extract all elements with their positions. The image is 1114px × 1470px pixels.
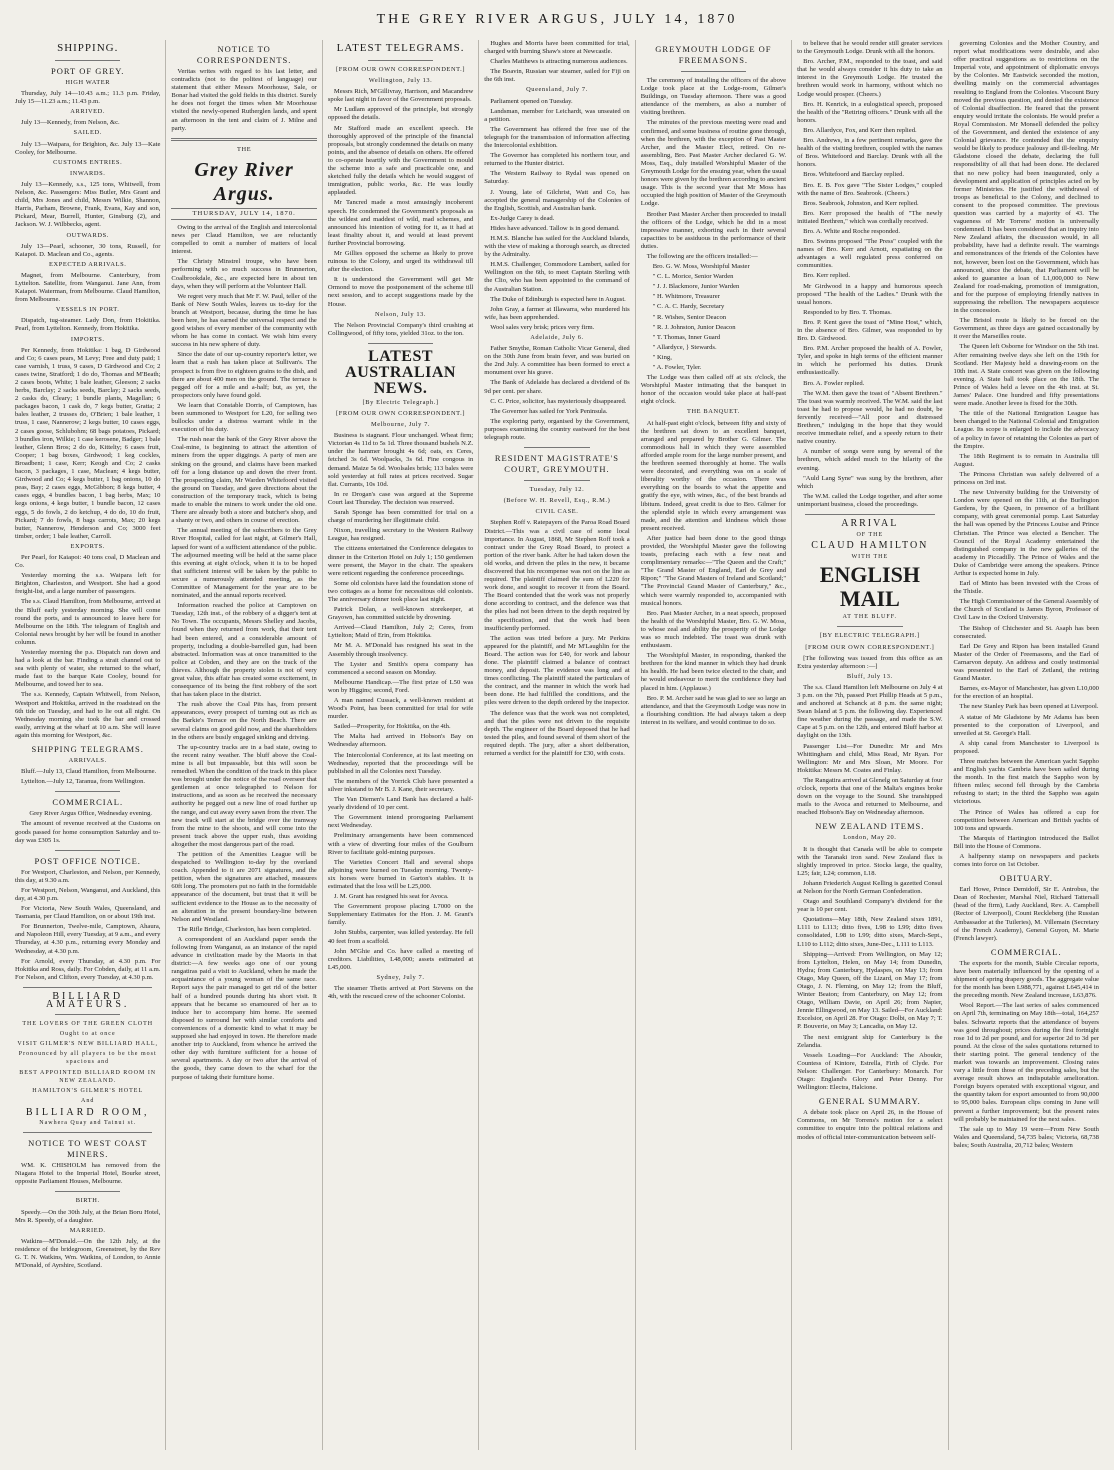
headline-line: OF THE	[856, 532, 884, 539]
paragraph: The Government propose placing L7000 on the Supplementary Estimates for the Hon. J. M. Grant's family.	[327, 903, 474, 927]
paragraph: Patrick Dolan, a well-known storekeeper, at Grayown, has committed suicide by drowning.	[327, 606, 474, 622]
subheading: THE	[237, 145, 252, 153]
subheading: VESSELS IN PORT.	[55, 306, 120, 314]
paragraph: Mr Ludlam approved of the principle, but strongly opposed the details.	[327, 106, 474, 122]
paragraph: The Bishop of Chichester and St. Asaph has been consecrated.	[953, 624, 1099, 640]
paragraph: Charles Matthews is attracting numerous audiences.	[490, 58, 628, 66]
dateline: Sydney, July 7.	[376, 973, 425, 981]
ad-line: VISIT GILMER'S NEW BILLIARD HALL,	[17, 1041, 159, 1048]
divider	[805, 514, 934, 515]
subheading: [FROM OUR OWN CORRESPONDENT.]	[335, 66, 466, 73]
divider	[524, 447, 589, 448]
paragraph: July 13—Kennedy, from Nelson, &c.	[21, 119, 120, 127]
headline-arrival: ARRIVAL	[841, 517, 899, 529]
officer-item: " R. Wishes, Senior Deacon	[652, 313, 727, 321]
dateline: Bluff, July 13.	[846, 672, 893, 680]
officer-item: " J. J. Blackmore, Junior Warden	[652, 283, 740, 291]
divider	[368, 343, 433, 344]
paragraph: The title of the National Emigration League has been changed to the National Colonial and Emigration League. Its scope is enlarged to include the advocacy of a policy in favor of retaining the Colonies as part of the Empire.	[953, 410, 1099, 450]
paragraph: The annual meeting of the subscribers to the Grey River Hospital, called for last night, at Gilmer's Hall, lapsed for want of a sufficient attendance of the public. The adjourned meeting will be held at the same place this evening at eight o'clock, when it is to be hoped that sufficient interest will be taken by the public to secure a numerously attended meeting, as the Committee of Management for the year are to be nominated, and the annual reports received.	[171, 527, 317, 600]
officer-item: " Allardyce, } Stewards.	[652, 343, 717, 351]
paragraph: John Stubbs, carpenter, was killed yesterday. He fell 40 feet from a scaffold.	[327, 929, 474, 945]
paragraph: The Prince of Wales has offered a cup for competition between American and British yachts of 100 tons and upwards.	[953, 808, 1099, 832]
section-heading: SHIPPING.	[57, 42, 119, 54]
paragraph: Yesterday morning the s.s. Waipara left for Brighton, Charleston, and Westport. She had a good freight-list, and a large number of passengers.	[15, 572, 161, 596]
paragraph: Father Smythe, Roman Catholic Vicar General, died on the 30th June from brain fever, and was buried on the 2nd July. A committee has been formed to erect a monument over his grave.	[484, 345, 630, 377]
section-heading: GENERAL SUMMARY.	[818, 1096, 921, 1107]
paragraph: The minutes of the previous meeting were read and confirmed, and some business of routine gone through, when the brethren, with the exception of Past Master Archer, and the Master Elect, retired. On re-assembling, Bro. Past Master Archer declared G. W. Moss, Esq., duly installed Worshipful Master of the Greymouth Lodge for the ensuing year, when the usual honors were given by the brethren according to ancient usage. This is the second year that Mr Moss has occupied the high position of Master of the Greymouth Lodge.	[640, 119, 787, 208]
ad-line: Ought to at once	[59, 1031, 116, 1038]
paragraph: A man named Cussack, a well-known resident at Wood's Point, has been committed for trial for wife murder.	[327, 697, 474, 721]
ad-heading: NOTICE TO WEST COAST MINERS.	[28, 1138, 148, 1160]
column-7	[948, 40, 1104, 1450]
subheading: THE BANQUET.	[686, 408, 740, 416]
paragraph: The Bank of Adelaide has declared a dividend of 8s 9d per cent. per share.	[484, 379, 630, 395]
paragraph: A number of songs were sung by several of the brethren, which added much to the hilarity of the evening.	[797, 448, 943, 472]
paragraph: The 18th Regiment is to remain in Australia till August.	[953, 452, 1099, 468]
paragraph: After justice had been done to the good things provided, the Worshipful Master gave the following toasts, prefacing each with a few neat and complimentary remarks:—"The Queen and the Craft;" "The Grand Master of England, Earl de Grey and Ripon;" "The Grand Masters of Ireland and Scotland;" "The Provincial Grand Master of Canterbury," &c., which were warmly responded to, accompanied with musical honors.	[640, 534, 787, 607]
subheading: EXPECTED ARRIVALS.	[48, 260, 127, 268]
paragraph: It is thought that Canada will be able to compete with the Taranaki iron sand. New Zealand flax is slightly improved in price. Stocks large, the quality, L25; fair, L24; common, L18.	[797, 845, 943, 877]
paragraph: Bro. P.M. Archer proposed the health of A. Fowler, Tyler, and spoke in high terms of the efficient manner in which he performed his duties. Drunk enthusiastically.	[797, 345, 943, 377]
paragraph: The up-country tracks are in a bad state, owing to the recent rainy weather. The bluff above the Coal-mine is all but impassable, but this will soon be remedied. When the condition of the track in this place was brought under the notice of the road overseer that gentlemen at once telegraphed to Nelson for instructions, and as soon as he received the necessary authority he pegged out a new line of road further up the range, and cut away every sawn from the river. The new track will start at the bridge over the tramway from the mine to the shoots, and will come into the present track above the upper rush, thus avoiding altogether the most dangerous part of the road.	[171, 743, 317, 848]
paragraph: Landsman, member for Leichardt, was unseated on a petition.	[484, 107, 630, 123]
paragraph: Bro. H. Kenrick, in a eulogistical speech, proposed the health of the "Retiring officers." Drunk with all the honors.	[797, 100, 943, 124]
paragraph: Thursday, July 14—10.43 a.m.; 11.3 p.m. Friday, July 15—11.23 a.m.; 11.43 p.m.	[15, 90, 161, 106]
paragraph: The petition of the Amenities League will be despatched to Wellington to-day by the overland coach. Appended to it are 2071 signatures, and the petition, when the signatures are attached, measures 60ft long. The promoters put no faith in the formidable appearance of the document, but trust that it will be sufficient evidence to the House as to the necessity of an alteration in the present boundary-line between Nelson and Westland.	[171, 850, 317, 923]
paragraph: A ship canal from Manchester to Liverpool is proposed.	[953, 739, 1099, 755]
paragraph: Bros. Seabrook, Johnston, and Kerr replied.	[803, 199, 919, 207]
paragraph: The Rifle Bridge, Charleston, has been completed.	[177, 925, 311, 933]
ad-line: BEST APPOINTED BILLIARD ROOM IN NEW ZEALAND.	[19, 1069, 157, 1084]
subheading: IMPORTS.	[70, 335, 105, 343]
issue-date: THURSDAY, JULY 14, 1870.	[171, 208, 316, 220]
ad-line: THE LOVERS OF THE GREEN CLOTH	[22, 1021, 154, 1028]
section-heading: PORT OF GREY.	[51, 66, 125, 76]
paragraph: The Governor has sailed for York Peninsula.	[490, 407, 608, 415]
paragraph: Wool Report.—The last series of sales commenced on April 7th, terminating on May 18th—total, 164,257 bales. Schwartz reports that the attendance of buyers was good throughout; prices during the first fortnight rose 1d to 2d per pound, and for superior 2d to 3d per pound. At the close of the sales quotations returned to their starting point. The general tendency of the market was towards an improvement. Closing rates vary a little from those of the preceding sales, but the average result shows an indisputable amelioration. Foreign buyers operated with exceptional vigour, and the quantity taken for export amounted to from 90,000 to 95,000 bales. European clips coming in June will prevent a further improvement; but the present rates will probably be maintained for the next sales.	[953, 1002, 1099, 1123]
divider	[524, 480, 589, 481]
paragraph: Hughes and Morris have been committed for trial, charged with burning Shaw's store at Newcastle.	[484, 40, 630, 56]
paragraph: The Marquis of Hartington introduced the Ballot Bill into the House of Commons.	[953, 834, 1099, 850]
paragraph: July 13—Pearl, schooner, 30 tons, Russell, for Kaiapoi. D. Maclean and Co., agents.	[15, 242, 161, 258]
paragraph: The defence was that the work was not completed, and that the piles were not driven to the requisite depth. The engineer of the Board deposed that he had tested the piles, and found several of them short of the required depth. The jury, after a short deliberation, returned a verdict for the plaintiff for £30, with costs.	[484, 709, 630, 758]
paragraph: The citizens entertained the Conference delegates to dinner in the Criterion Hotel on July 1; 150 gentlemen were present, the Mayor in the chair. The speakers were reticent regarding the conference proceedings.	[327, 545, 474, 577]
paragraph: Speedy.—On the 30th July, at the Brian Boru Hotel, Mrs R. Speedy, of a daughter.	[15, 1208, 161, 1224]
paragraph: C. C. Price, solicitor, has mysteriously disappeared.	[490, 397, 627, 405]
paragraph: Bro. A. White and Roche responded.	[803, 227, 901, 235]
paragraph: July 13—Kennedy, s.s., 125 tons, Whitwell, from Nelson, &c. Passengers: Miss Butler, Mrs Grant and child, Mrs Jones and child, Messrs Wilkie, Shannon, Harris, Parham, Browne, Frank, Evans, Kay and son, Pickard, Mear, Burrell, Hunter, Ginsburg (2), and Jackson. W. J. Wilbbecks, agent.	[15, 180, 161, 229]
paragraph: The amount of revenue received at the Customs on goods passed for home consumption Saturday and to-day was £305 1s.	[15, 820, 161, 844]
newspaper-title: Grey River Argus.	[194, 158, 294, 205]
dateline: Melbourne, July 7.	[371, 421, 431, 429]
divider	[837, 626, 902, 627]
paragraph: A correspondent of an Auckland paper sends the following from Wanganui, as an instance of the rapid advance in civilization made by the Maoris in that district:—A few weeks ago one of our young rangatiras paid a visit to Auckland, when he made the acquaintance of a young woman of the same race. Report says the pair managed to get rid of the better half of a hundred pounds during his short visit. It appears that he became so enamoured of her as to induce her to accompany him home. He seemed disposed to surround her with similar comforts and conveniences of a domestic kind to what it may be supposed she had enjoyed in town. He therefore made another trip to Auckland, from whence he arrived the other day with furniture sufficient for a house of several apartments. A day or two after the arrival of the goods, they came down to the wharf for the purpose of taking their furniture home.	[171, 935, 317, 1081]
paragraph: The Malta had arrived in Hobson's Bay on Wednesday afternoon.	[327, 733, 474, 749]
paragraph: [The following was issued from this office as an Extra yesterday afternoon :—]	[797, 654, 943, 670]
paragraph: The Government intend prorogueing Parliament next Wednesday.	[327, 814, 474, 830]
paragraph: Responded to by Bro. T. Thomas.	[803, 308, 892, 316]
column-2	[165, 40, 321, 1450]
subheading: EXPORTS.	[70, 542, 105, 550]
ad-line: BILLIARD ROOM,	[25, 1106, 150, 1118]
paragraph: J. M. Grant has resigned his seat for Avoca.	[333, 893, 449, 901]
page-number-right	[1100, 12, 1104, 28]
paragraph: Bro. A. Fowler replied.	[803, 379, 865, 387]
divider	[23, 1132, 152, 1133]
paragraph: Bros. Whitefoord and Barclay replied.	[803, 171, 905, 179]
paragraph: H.M.S. Blanche has sailed for the Auckland Islands, with the view of making a thorough search, as directed by the Admiralty.	[484, 234, 630, 259]
paragraph: Since the date of our up-country reporter's letter, we learn that a rush has taken place at Sullivan's. The prospect is from five to eighteen grains to the dish, and there are about 400 men on the ground. The terrace is pegged off for a mile and a-half; but, as yet, the prospectors only have found gold.	[171, 351, 317, 399]
paragraph: Three matches between the American yacht Sappho and English yachts Cambria have been sailed during the month. In the first match the Sappho won by fifteen miles; second fell through by the Cambria refusing to start; in the third the Sappho was again victorious.	[953, 757, 1099, 806]
subheading: CUSTOMS ENTRIES.	[53, 158, 123, 166]
paragraph: For Brunnerton, Twelve-mile, Camptown, Ahaura, and Napoleon Hill, every Tuesday, at 9 a.m., and every Thursday, at 4.30 p.m., returning every Monday and Wednesday, at 4.30 p.m.	[15, 923, 161, 955]
subheading: (Before W. H. Revell, Esq., R.M.)	[503, 497, 611, 505]
divider	[55, 1014, 120, 1015]
section-heading: OBITUARY.	[999, 873, 1053, 884]
paragraph: The rush above the Coal Pits has, from present appearances, every prospect of turning out as rich as the Barkie's Terrace on the North Beach. There are several claims on good gold now, and the shareholders in the others are busily engaged sinking and driving.	[171, 701, 317, 741]
subheading: [BY ELECTRIC TELEGRAPH.]	[819, 632, 920, 640]
paragraph: Mr M. A. M'Donald has resigned his seat in the Assembly through insolvency.	[327, 642, 474, 658]
paragraph: J. Young, late of Gilchrist, Watt and Co, has accepted the general managership of the Colonies of the English, Scottish, and Australian bank.	[484, 188, 630, 212]
paragraph: Vessels Loading—For Auckland: The Aboukir, Countess of Kintore, Estrella, Firth of Clyde. For Nelson: Challenger. For Canterbury: Monarch. For Otago: England's Glory and Peter Denny. For Wellington: Electra, Halcione.	[797, 1051, 943, 1092]
paragraph: The W.M. then gave the toast of "Absent Brethren." The toast was warmly received. The W.M. said the last toast he had to propose would, he had no doubt, be fervently received—"All poor and distressed Brethren," indulging in the hope that they would receive immediate relief, and a speedy return to their native country.	[797, 389, 943, 446]
paragraph: The Boavin, Russian war steamer, sailed for Fiji on the 6th inst.	[484, 68, 630, 84]
paragraph: Bro. Past Master Archer, in a neat speech, proposed the health of the Worshipful Master, Bro. G. W. Moss, to whose zeal and ability the prosperity of the Lodge was so much indebted. The toast was drunk with enthusiasm.	[640, 609, 787, 650]
ad-line: Nawhera Quay and Tainui st.	[39, 1120, 137, 1127]
paragraph: Yesterday morning the p.s. Dispatch ran down and had a look at the bar. Finding a strait channel out to sea with plenty of water, she returned to the wharf, made fast to the barque Kate Cooley, bound for Melbourne, and towed her to sea.	[15, 649, 161, 689]
paragraph: The new Stanley Park has been opened at Liverpool.	[959, 703, 1099, 711]
page-title: THE GREY RIVER ARGUS, JULY 14, 1870	[376, 12, 738, 27]
subheading: CIVIL CASE.	[535, 508, 579, 516]
paragraph: The Princess Christian was safely delivered of a princess on 3rd inst.	[953, 470, 1099, 486]
officer-item: " King,	[652, 353, 672, 361]
paragraph: The s.s. Kennedy, Captain Whitwell, from Nelson, Westport and Hokitika, arrived in the roadstead on the 6th tide on Tuesday, and had to lie out all night. On Wednesday morning she took the bar and crossed easily, arriving at the wharf at 10 a.m. She will leave again this morning for Westport, &c.	[15, 691, 161, 739]
paragraph: The new University building for the University of London were opened on the 11th, at the Burlington Gardens, by the Queen, in presence of a brilliant company, with great ceremonial pomp. Last Saturday the hall was opened by the Princess Louise and Prince Christian. The Prince was elected a Bencher. The Council of the Royal Academy entertained the distinguished company in the new galleries of the academy in Piccadilly. The Prince of Wales and the Duke of Cambridge were among the speakers. Prince Arthur is expected home in July.	[953, 489, 1099, 577]
paragraph: John M'Ghie and Co. have called a meeting of creditors. Liabilities, L48,000; assets estimated at L45,000.	[327, 947, 474, 971]
paragraph: The Varieties Concert Hall and several shops adjoining were burned on Tuesday morning. Twenty-six horses were burned in Garton's stables. It is estimated that the loss will be L25,000.	[327, 858, 474, 890]
paragraph: Ex-Judge Carey is dead.	[490, 214, 555, 222]
paragraph: The steamer Thetis arrived at Port Stevens on the 4th, with the rescued crew of the schooner Colonist.	[327, 985, 474, 1001]
dateline: Grey River Argus Office, Wednesday evening.	[29, 810, 153, 818]
dateline: Adelaide, July 6.	[530, 334, 584, 341]
paragraph: Messrs Rich, M'Gillivray, Harrison, and Macandrew spoke last night in favor of the Government proposals.	[327, 88, 474, 104]
divider	[55, 850, 120, 851]
subheading: ARRIVED.	[70, 108, 106, 116]
paragraph: Brother Past Master Archer then proceeded to install the officers of the Lodge, which he did in a most impressive manner, exhorting each in their several capacities to be assiduous in the performance of their duties.	[640, 210, 787, 250]
paragraph: We learn that Constable Dorris, of Camptown, has been summoned to Westport for L20, for selling two bullocks under a distress warrant while in the execution of his duty.	[171, 401, 317, 434]
dateline: London, May 20.	[843, 834, 897, 842]
divider	[171, 138, 316, 141]
paragraph: Hides have advanced. Tallow is in good demand.	[490, 224, 620, 232]
headline-ship: CLAUD HAMILTON	[811, 540, 929, 552]
page-number	[10, 12, 14, 28]
paragraph: Bro. Allardyce, Fox, and Kerr then replied.	[803, 126, 917, 134]
paragraph: The Lodge was then called off at six o'clock, the Worshipful Master intimating that the banquet in honor of the occasion would take place at half-past eight o'clock.	[640, 374, 787, 406]
section-heading: SHIPPING TELEGRAMS.	[31, 744, 144, 755]
paragraph: Stephen Roff v. Ratepayers of the Paroa Road Board District.—This was a civil case of some local importance. In August, 1868, Mr Stephen Roff took a contract under the Grey Road Board, to protect a portion of the river bank. After he had taken down the old works, and driven the piles in the new, it became discovered that his recompense was not on the line as required. The plaintiff claimed the sum of L220 for work done, and sought to recover it from the Board. The Board contended that the work was not properly done according to contract, and the defence was that the piles had not been driven to the depth required by the specification, and that the work had been insufficiently performed.	[484, 519, 630, 632]
section-heading: COMMERCIAL.	[990, 946, 1062, 957]
paragraph: Earl De Grey and Ripon has been installed Grand Master of the Order of Freemasons, and the Earl of Carnarvon deputy. An address and costly testimonial was presented to the Earl of Zetland, the retiring Grand Master.	[953, 642, 1099, 683]
paragraph: The action was tried before a jury. Mr Perkins appeared for the plaintiff, and Mr M'Laughlin for the Board. The action was for £40, for work and labour done. The plaintiff claimed a balance of contract money, and deposit. The evidence was long and at times conflicting. The plaintiff stated the particulars of the contract, and the manner in which the work had been done. He had fulfilled the conditions, and the piles were driven to the depth ordered by the inspector.	[484, 634, 630, 707]
paragraph: Melbourne Handicap.—The first prize of L50 was won by Higgins; second, Ford.	[327, 678, 474, 694]
paragraph: Arrived—Claud Hamilton, July 2; Ceres, from Lyttelton; Maid of Erin, from Hokitika.	[327, 624, 474, 640]
paragraph: The sale up to May 19 were—From New South Wales and Queensland, 54,735 bales; Victoria, 68,738 bales; South Australia, 20,712 bales; Western	[953, 1125, 1099, 1149]
paragraph: Johann Friederich August Kelling is gazetted Consul at Nelson for the North German Confederation.	[797, 879, 943, 895]
paragraph: For Westport, Charleston, and Nelson, per Kennedy, this day, at 9.30 a.m.	[15, 868, 161, 884]
paragraph: Per Pearl, for Kaiapoi: 40 tons coal, D Maclean and Co.	[15, 553, 161, 570]
dateline: Nelson, July 13.	[374, 310, 427, 318]
paragraph: The Bristol route is likely to be forced on the Government, as three days are gained occasionally by it over the Marseilles route.	[953, 317, 1099, 341]
officer-item: " R. J. Johnston, Junior Deacon	[652, 323, 736, 331]
subheading: [FROM OUR OWN CORRESPONDENT.]	[805, 643, 935, 651]
column-5	[635, 40, 791, 1450]
paragraph: Lyttelton.—July 12, Taranua, from Wellington.	[21, 778, 146, 786]
section-heading: LATEST AUSTRALIAN NEWS.	[345, 347, 456, 397]
column-1	[10, 40, 165, 1450]
column-4	[478, 40, 634, 1450]
officer-item: Bro. G. W. Moss, Worshipful Master	[652, 263, 750, 271]
paragraph: July 13—Waipara, for Brighton, &c. July 13—Kate Cooley, for Melbourne.	[15, 140, 161, 156]
officer-item: " A. Fowler, Tyler.	[652, 364, 702, 371]
paragraph: Mr Stafford made an excellent speech. He thoroughly approved of the principle of the financial proposals, but strongly condemned the details on many points, and the absence of details on others. He offered to co-operate heartily with the Government to mould the scheme into a safe and practicable one, and sketched fully the details which he would suggest of immigration, public works, &c. He was loudly applauded.	[327, 124, 474, 197]
subheading: ARRIVALS.	[68, 757, 107, 765]
paragraph: Watkins—M'Donald.—On the 12th July, at the residence of the bridegroom, Greenstreet, by the Rev G. T. N. Watkins, Wm. Watkins, of London, to Annie M'Donald, of Ayrshire, Scotland.	[15, 1237, 161, 1270]
page-header	[10, 8, 1104, 32]
paragraph: Some old colonists have laid the foundation stone of two cottages as a home for necessitous old colonists. The anniversary dinner took place last night.	[327, 579, 474, 603]
paragraph: Passenger List—For Dunedin: Mr and Mrs Whittingham and child, Miss Read, Mr Ryan. For Wellington: Mr and Mrs Sloan, Mr Moore. For Hokitika: Messrs M. Coates and Finlay.	[797, 742, 943, 774]
paragraph: The Rangatira arrived at Glenelg on Saturday at four o'clock, reports that one of the Malta's engines broke down on the voyage to the Sound. She transhipped mails to the Avoca and returned to Melbourne, and reached Hobson's Bay on Wednesday afternoon.	[797, 776, 943, 817]
paragraph: The Duke of Edinburgh is expected here in August.	[490, 295, 626, 303]
paragraph: H.M.S. Challenger, Commodore Lambert, sailed for Wellington on the 6th, to meet Captain Sterling with the Clio, who has been appointed to the command of the Australian Station.	[484, 261, 630, 293]
paragraph: Sarah Sponge has been committed for trial on a charge of murdering her illegitimate child.	[327, 509, 474, 525]
paragraph: The members of the Yorrick Club have presented a silver inkstand to Mr B. J. Kane, their secretary.	[327, 777, 474, 793]
column-6	[791, 40, 947, 1450]
officer-item: " T. Thomas, Inner Guard	[652, 333, 721, 341]
paragraph: The Nelson Provincial Company's third crushing at Collingwood, of fifty tons, yielded 31oz. to the ton.	[327, 321, 474, 337]
subheading: [By Electric Telegraph.]	[362, 398, 439, 406]
paragraph: We regret very much that Mr F. W. Paul, teller of the Bank of New South Wales, leaves us to-day for the branch at Westport, because, during the time he has been here, he has earned the universal respect and the good wishes of every member of the community with whom he has come in contact. We wish him every success in his new sphere of duty.	[171, 292, 317, 349]
paragraph: The Queen left Osborne for Windsor on the 5th inst. After remaining twelve days she left on the 19th for Scotland. Her Majesty held a drawing-room on the 10th inst. A State concert was given on the following evening. A State ball took place on the 18th. The Prince of Wales held a levee on the 4th inst. at St. James' Palace. One hundred and fifty presentations were made. Another levee is fixed for the 30th.	[953, 343, 1099, 408]
ad-line: HAMILTON'S GILMER'S HOTEL	[32, 1087, 144, 1094]
paragraph: Bro. E. B. Fox gave "The Sister Lodges," coupled with the name of Bro. Seabrook. (Cheers.)	[797, 181, 943, 197]
section-heading: NOTICE TO CORRESPONDENTS.	[196, 44, 292, 65]
paragraph: Barnes, ex-Mayor of Manchester, has given L10,000 for the erection of an hospital.	[953, 685, 1099, 701]
headline-line: AT THE BLUFF.	[842, 614, 898, 621]
paragraph: The Intercolonial Conference, at its last meeting on Wednesday, reported that the proceedings will be published in all the Colonies next Tuesday.	[327, 751, 474, 775]
paragraph: The Governor has completed his northern tour, and returned to the Hunter district.	[484, 152, 630, 168]
subheading: HIGH WATER	[65, 79, 111, 86]
paragraph: The rush near the bank of the Grey River above the Coal-mine, is beginning to attract the attention of miners from the upper diggings. A party of men are sinking on the ground, and claims have been marked off for a long distance up and down the river front. The prospecting claim, Mr Warden Whitefoord visited the ground on Tuesday, and gave directions about the construction of the temporary track, which is being made to enable the miners to work under the old one. There are already both a store and butcher's shop, and a shanty or two, and others in course of erection.	[171, 436, 317, 525]
paragraph: Business is stagnant. Flour unchanged. Wheat firm; Victorian 4s 11d to 5s 1d. Three thousand bushels N.Z. under the hammer brought 4s 6d; oats, ex Ceres, fetched 3s 6d. Woolpacks, 3s 6d. Fine congous in demand. Maize 5s 6d. Woolsales brisk; 113 bales were sold yesterday at full rates at prices received. Sugar flat. Currants, 10s 10d.	[327, 432, 474, 488]
paragraph: Nixon, travelling secretary to the Western Railway League, has resigned.	[327, 527, 474, 543]
paragraph: John Gray, a farmer at Illawarra, who murdered his wife, has been apprehended.	[484, 305, 630, 321]
subheading: MARRIED.	[69, 1226, 106, 1234]
divider	[681, 71, 746, 72]
subheading: [FROM OUR OWN CORRESPONDENT.]	[335, 410, 466, 417]
paragraph: Per Kennedy, from Hokitika: 1 bag, D Girdwood and Co; 6 cases pears, M Levy; Free and duty paid; 1 case varnish, 1 truss, 9 cases, D Girdwood and Co; 2 cases twine, Stratford; 1 do do, Thomas and M'Beath; 2 cases boots, White; 1 bale leather, Gleeson; 2 sacks herbs, Barclay; 2 sacks seeds, Barclay; 2 sacks seeds, 2 casks do, Cleary; 1 bundle plants, Magellan; 6 packages bacon, 1 cask do, 7 kegs butter, Gratta; 2 bales leather, 2 trusses do, O'Brien; 1 bale leather, 1 truss, 1 case, Nannerow; 2 kegs butter, 10 cases eggs, 2 cases goose, Schlubohm; 68 bags potatoes, Pickard; 3 bundles iron, Wilkie; 1 case kerosene, Badger; 1 bale leather, Glenn Bros; 2 do do, Kittelty; 6 cases fruit, Cooper; 1 bag boxes, Girdwood; 1 keg cockles, Broadbent; 1 case, Kerr; Keogh and Co; 2 casks bacon, 3 packages, 1 case, Maclean; 4 kegs butter, Girdwood and Co; 4 kegs butter, 1 bag onions, 10 do peas, Bay; 2 cases eggs, McGibbon; 8 kegs butter, 4 cases eggs, 4 bundles bacon, 1 bag herbs, Max; 10 kegs onions, 4 kegs butter, 1 bundle bacon, 12 cases eggs, 5 do fowls, 2 do ketchup, 4 do do, 10 do fruit, Pickard; 7 do fowls, 8 bags carrots, Max; 20 kegs butter, Nannerow, Henderson and Co; 3000 feet timber, order; 1 bale leather, Carroll.	[15, 346, 161, 540]
dateline: Queensland, July 7.	[526, 86, 588, 94]
paragraph: governing Colonies and the Mother Country, and report what modifications were desirable, and also offer practical suggestions as to restrictions on the Imperial vote, and appointment of diplomatic envoys by the Colonies. Mr Eastwick seconded the motion, dwelling mainly on the commercial advantages resulting to England from the Colonies. Viscount Bury moved the previous question, and denied the existence of Colonial disaffection. He feared that the present enquiry would irritate the colonists. He would prefer a Royal Commission. Mr Monsell defended the policy of the Government, and denied the existence of any Colonial grievance. He contended that the enquiry would be likely to produce jealousy and ill-feeling. Mr Gladstone closed the debate, declaring the full responsibility of all that had been done. He declared that no new policy had been inaugurated, only a development and application of principles acted on by former Ministries. He justified the withdrawal of troops as beneficial to the Colony, and declined to consent to the proposed committee. The previous question was carried by a majority of 43. The vagueness of Mr Torrens' motion is universally condemned. It has been considered that an inquiry into New Zealand affairs, the discussion would, in all probability, have had a definite result. The warnings and remonstrances of the friends of the Colonies have not, however, been lost on the Government, which has announced, since the debate, that Parliament will be asked to guarantee a loan of L1,000,000 to New Zealand for road-making, promotion of immigration, and for the purpose of employing friendly natives in suppressing the rebellion. The newspapers acquiesce in the concession.	[953, 40, 1099, 315]
paragraph: A debate took place on April 26, in the House of Commons, on Mr Torrens's motion for a select committee to enquire into the political relations and modes of official inter-communication between self-	[797, 1109, 943, 1141]
paragraph: Wool sales very brisk; prices very firm.	[490, 323, 595, 331]
paragraph: Sailed—Prosperity, for Hokitika, on the 4th.	[333, 723, 451, 731]
paragraph: Bro. Andrews, in a few pertinent remarks, gave the health of the visiting brethren, coupled with the names of Bros. Whitefoord and Barclay. Drunk with all the honors.	[797, 137, 943, 169]
subheading: BIRTH.	[75, 1197, 100, 1205]
paragraph: Mr Gillies opposed the scheme as likely to prove ruinous to the Colony, and urged its withdrawal till after the election.	[327, 249, 474, 274]
paragraph: The following are the officers installed:—	[646, 252, 758, 260]
paragraph: Mr Tancred made a most amusingly incoherent speech. He condemned the Government's proposals as the wildest and maddest of wild, mad schemes, and announced his intention of voting for it, as it had at least finality about it, and would at least prevent further Provincial borrowing.	[327, 199, 474, 247]
section-heading: RESIDENT MAGISTRATE'S COURT, GREYMOUTH.	[494, 453, 620, 475]
newspaper-page	[10, 8, 1104, 1450]
divider	[368, 60, 433, 61]
paragraph: Magnet, from Melbourne. Canterbury, from Lyttelton. Satellite, from Wanganui. Jane Ann, from Kaiapoi. Waterman, from Melbourne. Claud Hamilton, from Melbourne.	[15, 271, 161, 304]
section-heading: LATEST TELEGRAMS.	[336, 42, 465, 54]
paragraph: Mr Girdwood in a happy and humorous speech proposed "The health of the Ladies." Drunk with the usual honors.	[797, 282, 943, 306]
paragraph: Bro. P. M. Archer said he was glad to see so large an attendance, and that the Greymouth Lodge was now in a flourishing condition. He had always taken a deep interest in its welfare, and would continue to do so.	[640, 694, 787, 726]
paragraph: Bro. Kerr replied.	[803, 272, 850, 280]
paragraph: Information reached the police at Camptown on Tuesday, 12th inst., of the robbery of a digger's tent at No Town. The occupants, Messrs Shelley and Jacobs, found when they returned from work, that their tent had been entered, and a considerable amount of property, including a double-barrelled gun, had been abstracted. Information was at once transmitted to the police at Cobden, and they are on the track of the thieves. Although the property stolen is not of very great value, this affair has created some excitement, in consequence of its being the first robbery of the sort that has taken place in the district.	[171, 602, 317, 699]
paragraph: The Lyster and Smith's opera company has commenced a second season on Monday.	[327, 660, 474, 676]
paragraph: Bluff.—July 13, Claud Hamilton, from Melbourne.	[21, 768, 157, 776]
paragraph: The exports for the month, Stable Circular reports, have been materially influenced by the opening of a shipment of spring drapery goods. The aggregate value for the month has been L988,771, against L645,414 in the preceding month. New Zealand increase, L63,876.	[953, 959, 1099, 1000]
paragraph: For Westport, Nelson, Wanganui, and Auckland, this day, at 4.30 p.m.	[15, 886, 161, 902]
section-heading: POST OFFICE NOTICE.	[34, 855, 141, 866]
paragraph: The next emigrant ship for Canterbury is the Zelandia.	[797, 1033, 943, 1049]
headline-line: WITH THE	[851, 554, 889, 561]
paragraph: Bro. P. Kent gave the toast of "Mine Host," which, in the absence of Bro. Gilmer, was responded to by Bro. D. Girdwood.	[797, 318, 943, 343]
section-heading: NEW ZEALAND ITEMS.	[815, 821, 925, 832]
divider	[55, 1191, 120, 1192]
paragraph: The Western Railway to Rydal was opened on Saturday.	[484, 170, 630, 186]
paragraph: WM. K. CHISHOLM has removed from the Niagara Hotel to the Imperial Hotel, Bourke street, opposite Parliament Houses, Melbourne.	[15, 1162, 161, 1186]
paragraph: Bro. Archer, P.M., responded to the toast, and said that he would always consider it his duty to take an interest in the Greymouth Lodge. He trusted the brethren would work in harmony, without which no Lodge would prosper. (Cheers.)	[797, 58, 943, 98]
paragraph: At half-past eight o'clock, between fifty and sixty of the brethren sat down to an excellent banquet, arranged and prepared by Brother G. Gilmer. The commodious hall in which they were assembled afforded ample room for the large number present, and the brethren seemed thoroughly at home. The walls were decorated, and everything was on a scale of liberality worthy of the occasion. There was everything on the boards to what the appetite and gratify the eye, with wines, &c., of the best brands ad libitum. Indeed, great credit is due to Bro. Gilmer for the splendid style in which every arrangement was made, and the attention and kindness which those present received.	[640, 419, 787, 532]
paragraph: For Arnold, every Thursday, at 4.30 p.m. For Hokitika and Ross, daily. For Cobden, daily, at 11 a.m. For Nelson, and Clifton, every Tuesday, at 4.30 p.m.	[15, 957, 161, 981]
paragraph: For Victoria, New South Wales, Queensland, and Tasmania, per Claud Hamilton, on or about 19th inst.	[15, 905, 161, 921]
paragraph: Bro. Kerr proposed the health of "The newly initiated Brethren," which was cordially received.	[797, 209, 943, 225]
ad-line: And	[81, 1097, 95, 1104]
officer-item: " H. Whitmore, Treasurer	[652, 293, 720, 301]
paragraph: The exploring party, organised by the Government, purposes examining the country eastward for the best telegraph route.	[484, 417, 630, 442]
section-heading: COMMERCIAL.	[52, 797, 124, 808]
dateline: Wellington, July 13.	[368, 77, 433, 85]
subheading: OUTWARDS.	[66, 231, 109, 239]
paragraph: Shipping—Arrived: From Wellington, on May 12; from Lyttelton, Helen, on May 14; from Dunedin, Hydra; from Canterbury, Hydaspes, on May 13; from Otago, May Queen, off the Lizard, on May 17; from Otago, J. N. Fleming, on May 12; from the Bluff, Winter Beaton; from Canterbury, on May 12; from Otago, William Davie, on April 26; from Napier, Jennie Ellingwood, on May 13. Sailed—For Auckland: Excelsior, on April 28. For Otago: Dolbi, on May 7; T. P. Bouverie, on May 3; Lancadia, on May 12.	[797, 950, 943, 1031]
officer-item: " C. A. C. Hardy, Secretary	[652, 303, 725, 311]
subheading: INWARDS.	[69, 169, 106, 177]
paragraph: The s.s. Claud Hamilton left Melbourne on July 4 at 3 p.m. on the 7th, passed Port Phillip Heads at 5 p.m., and anchored at Schanck at 8 p.m. the same night; Swan Island at 5 p.m. the following day. Experienced fine weather during the passage, and made the S.W. Cape at 5 p.m. on the 12th, and entered Bluff harbor at daylight on the 13th.	[797, 683, 943, 740]
paragraph: Owing to the arrival of the English and intercolonial news per Claud Hamilton, we are reluctantly compelled to omit a number of matters of local interest.	[171, 223, 317, 256]
paragraph: The Worshipful Master, in responding, thanked the brethren for the kind manner in which they had drunk his health. He had been twice elected to the chair, and he would endeavour to merit the confidence they had placed in him. (Applause.)	[640, 652, 787, 692]
paragraph: Otago and Southland Company's dividend for the year is 10 per cent.	[797, 898, 943, 914]
paragraph: Preliminary arrangements have been commenced with a view of diverting four miles of the Goulburn River to facilitate gold-mining purposes.	[327, 832, 474, 856]
paragraph: Dispatch, tug-steamer. Lady Don, from Hokitika. Pearl, from Lyttelton. Kennedy, from Hokitika.	[15, 317, 161, 333]
paragraph: Bro. Swinns proposed "The Press" coupled with the names of Bro. Kerr and Arnott, expatiating on the advantages a well regulated press conferred on communities.	[797, 238, 943, 270]
paragraph: The s.s. Claud Hamilton, from Melbourne, arrived at the Bluff early yesterday morning. She will come round the ports, and is announced to leave here for Melbourne on the 18th. The telegram of English and Colonial news brought by her will be found in another column.	[15, 598, 161, 646]
paragraph: Earl Howe, Prince Demidoff, Sir E. Antrobus, the Dean of Rochester, Marshal Niel, Richard Tattersall (head of the firm), Lady Auckland, Rev. A. Campbell (Rector of Liverpool), Count Reckleberg (the Russian Ambassador at the Tuileries), M. Villemain (Secretary of the French Academy), General Guyon, M. Marie (French lawyer).	[953, 886, 1099, 942]
ad-heading: BILLIARD AMATEURS.	[46, 990, 130, 1010]
paragraph: Parliament opened on Tuesday.	[490, 97, 573, 105]
section-heading: GREYMOUTH LODGE OF FREEMASONS.	[655, 44, 772, 65]
divider	[55, 60, 120, 61]
paragraph: The High Commissioner of the General Assembly of the Church of Scotland is James Byron, Professor of Civil Law in the Oxford University.	[953, 598, 1099, 622]
paragraph: A statue of Mr Gladstone by Mr Adams has been presented to the corporation of Liverpool, and unveiled at St. George's Hall.	[953, 713, 1099, 737]
subheading: SAILED.	[73, 129, 102, 137]
paragraph: The ceremony of installing the officers of the above Lodge took place at the Lodge-room, Gilmer's Buildings, on Tuesday afternoon. There was a good attendance of the members, as also a number of visiting brethren.	[640, 77, 787, 117]
paragraph: to believe that he would render still greater services to the Greymouth Lodge. Drunk with all the honors.	[797, 40, 943, 56]
paragraph: The W.M. called the Lodge together, and after some unimportant business, closed the proceedings.	[797, 492, 943, 508]
paragraph: "Auld Lang Syne" was sung by the brethren, after which	[797, 474, 943, 490]
ad-line: Pronounced by all players to be the most spacious and	[18, 1051, 157, 1066]
paragraph: A halfpenny stamp on newspapers and packets comes into force on 1st October.	[953, 853, 1099, 869]
headline-english-mail: ENGLISH MAIL	[819, 562, 920, 612]
divider	[23, 987, 152, 988]
paragraph: The Christy Minstrel troupe, who have been performing with so much success in Brunnerton, Coalbrookdale, &c., are expected here in about ten days, when they will perform at the Volunteer Hall.	[171, 258, 317, 290]
officer-item: " C. L. Morice, Senior Warden	[652, 273, 734, 281]
paragraph: Veritas writes with regard to his last letter, and contradicts (not to the politest of language) our statement that either Messrs Moorhouse, Sale, or Bonar had visited the gold fields in this district. Surely he does not forget the times when Mr Moorhouse visited the newly-opened Rutherglen lands, and spent an afternoon in the tent and claim of J. Milne and party.	[171, 68, 317, 132]
paragraph: In re Drogan's case was argued at the Supreme Court last Thursday. The decision was reserved.	[327, 490, 474, 506]
column-3	[322, 40, 478, 1450]
paragraph: Earl of Minto has been invested with the Cross of the Thistle.	[953, 580, 1099, 596]
divider	[55, 791, 120, 792]
paragraph: The Van Diemen's Land Bank has declared a half-yearly dividend of 10 per cent.	[327, 796, 474, 812]
paragraph: Quotations—May 18th, New Zealand sixes 1891, L111 to L113; ditto fives, L98 to L99; ditto fives consolidated, L98 to L99; ditto sixes, March-Sept., L110 to L112; ditto sixes, June-Dec., L111 to L113.	[797, 916, 943, 948]
dateline: Tuesday, July 12.	[529, 486, 585, 494]
paragraph: The Government has offered the free use of the telegraph for the transmission of information affecting the Intercolonial exhibition.	[484, 125, 630, 150]
paragraph: It is understood the Government will get Mr Ormond to move the postponement of the scheme till next session, and to accept suggestions made by the House.	[327, 276, 474, 308]
